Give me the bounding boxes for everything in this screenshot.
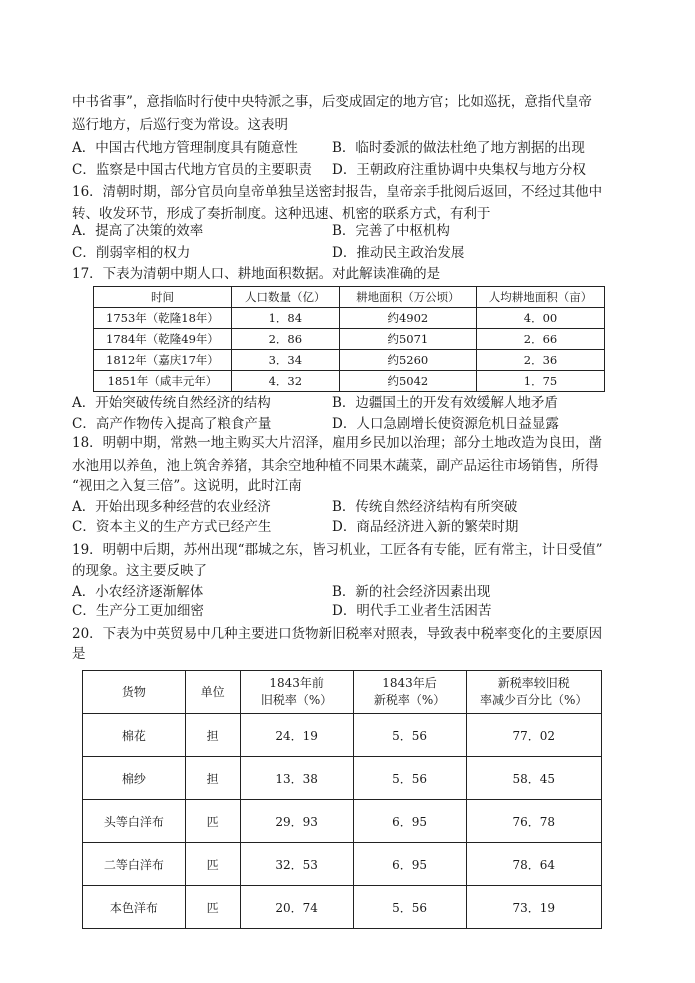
cell: 匹 [185,886,240,929]
cell: 13．38 [240,757,353,800]
table-row [94,308,605,329]
cell: 约5042 [339,371,476,392]
table-row [83,757,602,800]
table-row [94,371,605,392]
cell: 2．36 [477,350,605,371]
cell: 1753年（乾隆18年） [94,308,232,329]
header-old-rate-line2: 旧税率（%） [260,693,333,707]
q18-stem-line1: 18．明朝中期，常熟一地主购买大片沼泽，雇用乡民加以治理；部分土地改造为良田，凿 [72,435,603,451]
header-goods-label: 货物 [121,684,146,699]
q17-option-c: C．高产作物传入提高了粮食产量 [72,416,272,432]
q18-option-d: D．商品经济进入新的繁荣时期 [332,519,519,535]
q18-option-a: A．开始出现多种经营的农业经济 [72,499,271,515]
cell: 73．19 [466,886,601,929]
cell: 76．78 [466,800,601,843]
header-cell-reduction [466,671,601,714]
q17-option-b: B．边疆国土的开发有效缓解人地矛盾 [332,395,558,411]
cell: 29．93 [240,800,353,843]
header-new-rate-line2: 新税率（%） [373,693,446,707]
header-old-rate-line1: 1843年前 [269,676,324,690]
q15-stem-line1: 中书省事”，意指临时行使中央特派之事，后变成固定的地方官；比如巡抚，意指代皇帝 [72,94,592,110]
q19-stem-line2: 的现象。这主要反映了 [72,563,207,579]
q19-option-b: B．新的社会经济因素出现 [332,584,491,600]
cell: 约4902 [339,308,476,329]
q19-option-c: C．生产分工更加细密 [72,603,204,619]
cell: 5．56 [353,886,466,929]
cell: 24．19 [240,714,353,757]
q16-option-a: A．提高了决策的效率 [72,223,204,239]
cell: 32．53 [240,843,353,886]
q15-stem-line2: 巡行地方，后巡行变为常设。这表明 [72,117,288,133]
q15-option-a: A．中国古代地方管理制度具有随意性 [72,140,298,156]
cell: 1812年（嘉庆17年） [94,350,232,371]
q16-option-b: B．完善了中枢机构 [332,223,450,239]
header-cell-unit [185,671,240,714]
table-row [94,329,605,350]
q16-option-d: D．推动民主政治发展 [332,245,465,261]
cell: 1851年（咸丰元年） [94,371,232,392]
cell: 78．64 [466,843,601,886]
cell: 5．56 [353,714,466,757]
q17-option-d: D．人口急剧增长使资源危机日益显露 [332,416,559,432]
cell: 约5071 [339,329,476,350]
cell: 1．84 [231,308,339,329]
header-reduction-line1: 新税率较旧税 [497,676,570,690]
cell: 担 [185,757,240,800]
cell: 约5260 [339,350,476,371]
table-row [83,886,602,929]
cell: 3．34 [231,350,339,371]
q19-stem-line1: 19．明朝中后期，苏州出现“郡城之东，皆习机业，工匠各有专能，匠有常主，计日受值” [72,542,603,558]
cell: 二等白洋布 [83,843,186,886]
q16-stem-line2: 转、收发环节，形成了奏折制度。这种迅速、机密的联系方式，有利于 [72,206,491,222]
q18-option-b: B．传统自然经济结构有所突破 [332,499,518,515]
q17-stem: 17．下表为清朝中期人口、耕地面积数据。对此解读准确的是 [72,266,441,282]
header-cell: 人均耕地面积（亩） [477,287,605,308]
cell: 棉花 [83,714,186,757]
cell: 6．95 [353,800,466,843]
q18-stem-line2: 水池用以养鱼，池上筑舍养猪，其余空地种植不同果木蔬菜，副产品运往市场销售，所得 [72,458,599,474]
table-header-row [94,287,605,308]
q18-stem-line3: “视田之入复三倍”。这说明，此时江南 [72,478,302,494]
header-new-rate-line1: 1843年后 [382,676,437,690]
cell: 2．66 [477,329,605,350]
cell: 棉纱 [83,757,186,800]
population-table [93,286,605,392]
header-reduction-line2: 率减少百分比（%） [480,693,588,707]
header-cell-old-rate [240,671,353,714]
q19-option-a: A．小农经济逐渐解体 [72,584,204,600]
table-header-row [83,671,602,714]
cell: 4．32 [231,371,339,392]
cell: 5．56 [353,757,466,800]
cell: 匹 [185,800,240,843]
q20-stem-line2: 是 [72,646,86,662]
q18-option-c: C．资本主义的生产方式已经产生 [72,519,272,535]
cell: 20．74 [240,886,353,929]
cell: 2．86 [231,329,339,350]
header-cell: 时间 [94,287,232,308]
cell: 1784年（乾隆49年） [94,329,232,350]
table-row [83,843,602,886]
cell: 担 [185,714,240,757]
header-cell-goods [83,671,186,714]
q15-option-c: C．监察是中国古代地方官员的主要职责 [72,162,312,178]
table-row [83,800,602,843]
header-cell-new-rate [353,671,466,714]
q20-stem-line1: 20．下表为中英贸易中几种主要进口货物新旧税率对照表，导致表中税率变化的主要原因 [72,626,603,642]
table-row [94,350,605,371]
q17-option-a: A．开始突破传统自然经济的结构 [72,395,271,411]
header-cell: 人口数量（亿） [231,287,339,308]
header-cell: 耕地面积（万公顷） [339,287,476,308]
q15-option-d: D．王朝政府注重协调中央集权与地方分权 [332,162,586,178]
cell: 4．00 [477,308,605,329]
header-unit-label: 单位 [200,684,225,699]
cell: 本色洋布 [83,886,186,929]
cell: 77．02 [466,714,601,757]
q16-stem-line1: 16．清朝时期，部分官员向皇帝单独呈送密封报告，皇帝亲手批阅后返回，不经过其他中 [72,184,603,200]
tariff-table [82,670,602,929]
table-row [83,714,602,757]
q19-option-d: D．明代手工业者生活困苦 [332,603,492,619]
cell: 1．75 [477,371,605,392]
q16-option-c: C．削弱宰相的权力 [72,245,191,261]
cell: 58．45 [466,757,601,800]
cell: 6．95 [353,843,466,886]
q15-option-b: B．临时委派的做法杜绝了地方割据的出现 [332,140,585,156]
cell: 头等白洋布 [83,800,186,843]
cell: 匹 [185,843,240,886]
